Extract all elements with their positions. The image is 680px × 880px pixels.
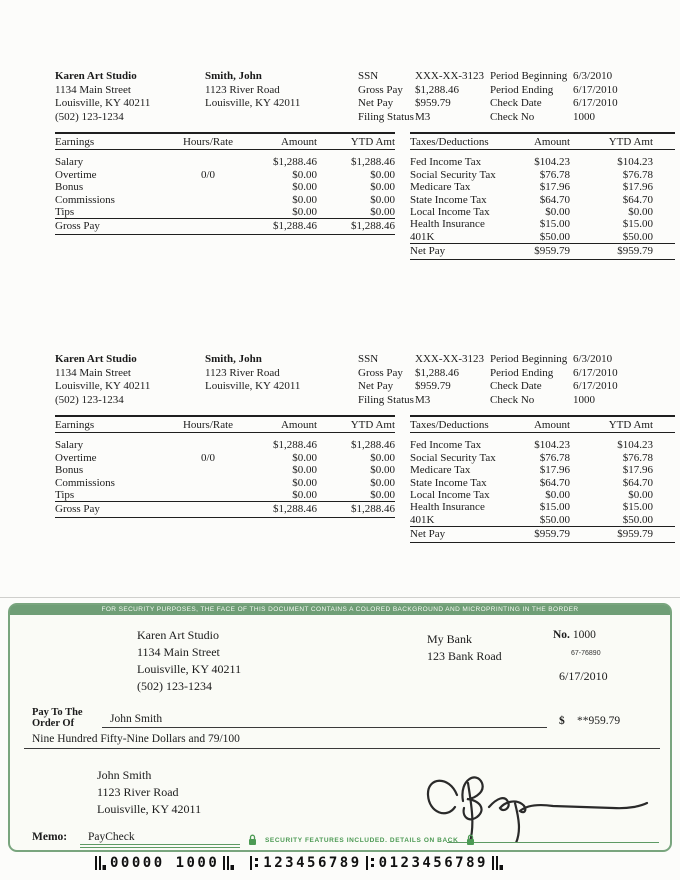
employee-address2: Louisville, KY 42011 — [205, 97, 301, 109]
earnings-header-row: Earnings Hours/Rate Amount YTD Amt — [55, 132, 395, 150]
gross-pay-value: $1,288.46 — [415, 366, 459, 379]
deductions-header-row: Taxes/Deductions Amount YTD Amt — [410, 132, 675, 150]
summary-values-right — [573, 70, 618, 124]
deduction-row: Social Security Tax $76.78 $76.78 — [410, 168, 653, 181]
period-beginning-value: 6/3/2010 — [573, 70, 613, 82]
net-pay-row: Net Pay $959.79 $959.79 — [410, 243, 675, 259]
check-number: No. 1000 — [553, 629, 596, 641]
employer-name: Karen Art Studio — [55, 353, 137, 365]
period-ending-value: 6/17/2010 — [573, 366, 618, 379]
check-date: 6/17/2010 — [559, 669, 608, 683]
summary-labels-left: SSN Gross Pay Net Pay Filing Status — [358, 70, 414, 123]
memo-underline — [80, 847, 240, 848]
micr-line — [95, 855, 503, 871]
deduction-row: Local Income Tax $0.00 $0.00 — [410, 206, 653, 219]
earnings-row: Tips $0.00 $0.00 — [55, 489, 395, 502]
filing-status-value: M3 — [415, 110, 431, 123]
gross-pay-row: Gross Pay $1,288.46 $1,288.46 — [55, 501, 395, 517]
deduction-row: Fed Income Tax $104.23 $104.23 — [410, 439, 653, 452]
summary-labels-right: Period Beginning Period Ending Check Date Check No — [490, 70, 568, 123]
deduction-row: Medicare Tax $17.96 $17.96 — [410, 464, 653, 477]
security-features-note: SECURITY FEATURES INCLUDED. DETAILS ON BACK — [248, 834, 475, 846]
bank-address: 123 Bank Road — [427, 649, 502, 663]
pay-stub-1 — [0, 70, 680, 330]
earnings-row: Bonus $0.00 $0.00 — [55, 464, 395, 477]
gross-pay-value: $1,288.46 — [415, 83, 459, 96]
employee-address1: 1123 River Road — [205, 83, 280, 96]
check-amount-numeric: **959.79 — [577, 715, 621, 727]
employee-name: Smith, John — [205, 353, 262, 365]
micr-routing-number: 123456789 — [263, 855, 362, 871]
ssn-value: XXX-XX-3123 — [415, 70, 485, 82]
page-perforation-line — [0, 597, 680, 598]
deductions-header-row: Taxes/Deductions Amount YTD Amt — [410, 415, 675, 433]
payee-address2: Louisville, KY 42011 — [97, 802, 202, 816]
payee-name: John Smith — [97, 768, 152, 782]
deduction-row: Health Insurance $15.00 $15.00 — [410, 218, 653, 231]
deduction-row: Social Security Tax $76.78 $76.78 — [410, 451, 653, 464]
payer-address1: 1134 Main Street — [137, 645, 220, 659]
employee-block — [205, 70, 300, 111]
check-payer-block — [137, 627, 241, 695]
micr-account-number: 0123456789 — [378, 855, 488, 871]
employer-block — [55, 70, 150, 124]
payee-address1: 1123 River Road — [97, 785, 179, 799]
micr-transit-icon — [366, 856, 375, 870]
signature-line — [447, 842, 659, 843]
earnings-row: Overtime 0/0 $0.00 $0.00 — [55, 168, 395, 181]
deduction-row: Health Insurance $15.00 $15.00 — [410, 501, 653, 514]
summary-values-left — [415, 70, 484, 124]
micr-onus-icon — [492, 856, 503, 870]
payee-address-block — [97, 767, 201, 818]
employer-phone: (502) 123-1234 — [55, 110, 124, 123]
summary-values-right — [573, 353, 618, 407]
summary-labels-left: SSN Gross Pay Net Pay Filing Status — [358, 353, 414, 406]
memo-label: Memo: — [32, 831, 68, 843]
security-banner: FOR SECURITY PURPOSES, THE FACE OF THIS DOCUMENT CONTAINS A COLORED BACKGROUND AND MICROPRINTING IN THE BORDER — [10, 605, 670, 615]
payer-phone: (502) 123-1234 — [137, 679, 212, 693]
payer-address2: Louisville, KY 40211 — [137, 662, 242, 676]
micr-onus-icon — [95, 856, 106, 870]
employer-block — [55, 353, 150, 407]
employee-block — [205, 353, 300, 394]
padlock-icon — [466, 834, 475, 846]
period-ending-value: 6/17/2010 — [573, 83, 618, 96]
employee-address1: 1123 River Road — [205, 366, 280, 379]
earnings-table — [55, 415, 395, 518]
earnings-row: Overtime 0/0 $0.00 $0.00 — [55, 451, 395, 464]
bank-name: My Bank — [427, 632, 472, 646]
check-date-value: 6/17/2010 — [573, 97, 618, 109]
micr-onus-icon — [223, 856, 234, 870]
employer-address1: 1134 Main Street — [55, 366, 131, 379]
deduction-row: 401K $50.00 $50.00 — [410, 513, 653, 526]
ssn-value: XXX-XX-3123 — [415, 353, 485, 365]
filing-status-value: M3 — [415, 393, 431, 406]
earnings-table — [55, 132, 395, 235]
gross-pay-row: Gross Pay $1,288.46 $1,288.46 — [55, 218, 395, 234]
pay-stub-2 — [0, 353, 680, 613]
net-pay-value: $959.79 — [415, 380, 451, 392]
check — [8, 603, 672, 852]
bank-fraction-number: 67-76890 — [571, 650, 601, 657]
deduction-row: Medicare Tax $17.96 $17.96 — [410, 181, 653, 194]
memo-value: PayCheck — [88, 831, 135, 843]
earnings-row: Tips $0.00 $0.00 — [55, 206, 395, 219]
dollar-sign: $ — [559, 715, 565, 727]
employer-phone: (502) 123-1234 — [55, 393, 124, 406]
net-pay-value: $959.79 — [415, 97, 451, 109]
check-date-value: 6/17/2010 — [573, 380, 618, 392]
employee-address2: Louisville, KY 42011 — [205, 380, 301, 392]
check-no-value: 1000 — [573, 110, 595, 123]
deductions-table — [410, 132, 675, 260]
summary-labels-right: Period Beginning Period Ending Check Date Check No — [490, 353, 568, 406]
check-no-value: 1000 — [573, 393, 595, 406]
earnings-row: Salary $1,288.46 $1,288.46 — [55, 439, 395, 452]
earnings-header-row: Earnings Hours/Rate Amount YTD Amt — [55, 415, 395, 433]
signature — [415, 765, 665, 843]
padlock-icon — [248, 834, 257, 846]
deduction-row: Local Income Tax $0.00 $0.00 — [410, 489, 653, 502]
deduction-row: State Income Tax $64.70 $64.70 — [410, 476, 653, 489]
deductions-table — [410, 415, 675, 543]
deduction-row: State Income Tax $64.70 $64.70 — [410, 193, 653, 206]
earnings-row: Salary $1,288.46 $1,288.46 — [55, 156, 395, 169]
employee-name: Smith, John — [205, 70, 262, 82]
period-beginning-value: 6/3/2010 — [573, 353, 613, 365]
employer-address1: 1134 Main Street — [55, 83, 131, 96]
net-pay-row: Net Pay $959.79 $959.79 — [410, 526, 675, 542]
employer-address2: Louisville, KY 40211 — [55, 380, 151, 392]
earnings-row: Commissions $0.00 $0.00 — [55, 193, 395, 206]
micr-check-number: 00000 1000 — [110, 855, 220, 871]
micr-transit-icon — [250, 856, 259, 870]
memo-underline — [80, 844, 240, 845]
employer-name: Karen Art Studio — [55, 70, 137, 82]
amount-in-words-line: Nine Hundred Fifty-Nine Dollars and 79/100 — [24, 733, 660, 749]
payee-name-line: John Smith — [102, 713, 547, 728]
employer-address2: Louisville, KY 40211 — [55, 97, 151, 109]
pay-to-the-order-of-label: Pay To The Order Of — [32, 707, 83, 729]
earnings-row: Commissions $0.00 $0.00 — [55, 476, 395, 489]
summary-values-left — [415, 353, 484, 407]
bank-block — [427, 631, 502, 665]
earnings-row: Bonus $0.00 $0.00 — [55, 181, 395, 194]
deduction-row: 401K $50.00 $50.00 — [410, 230, 653, 243]
payer-name: Karen Art Studio — [137, 628, 219, 642]
deduction-row: Fed Income Tax $104.23 $104.23 — [410, 156, 653, 169]
